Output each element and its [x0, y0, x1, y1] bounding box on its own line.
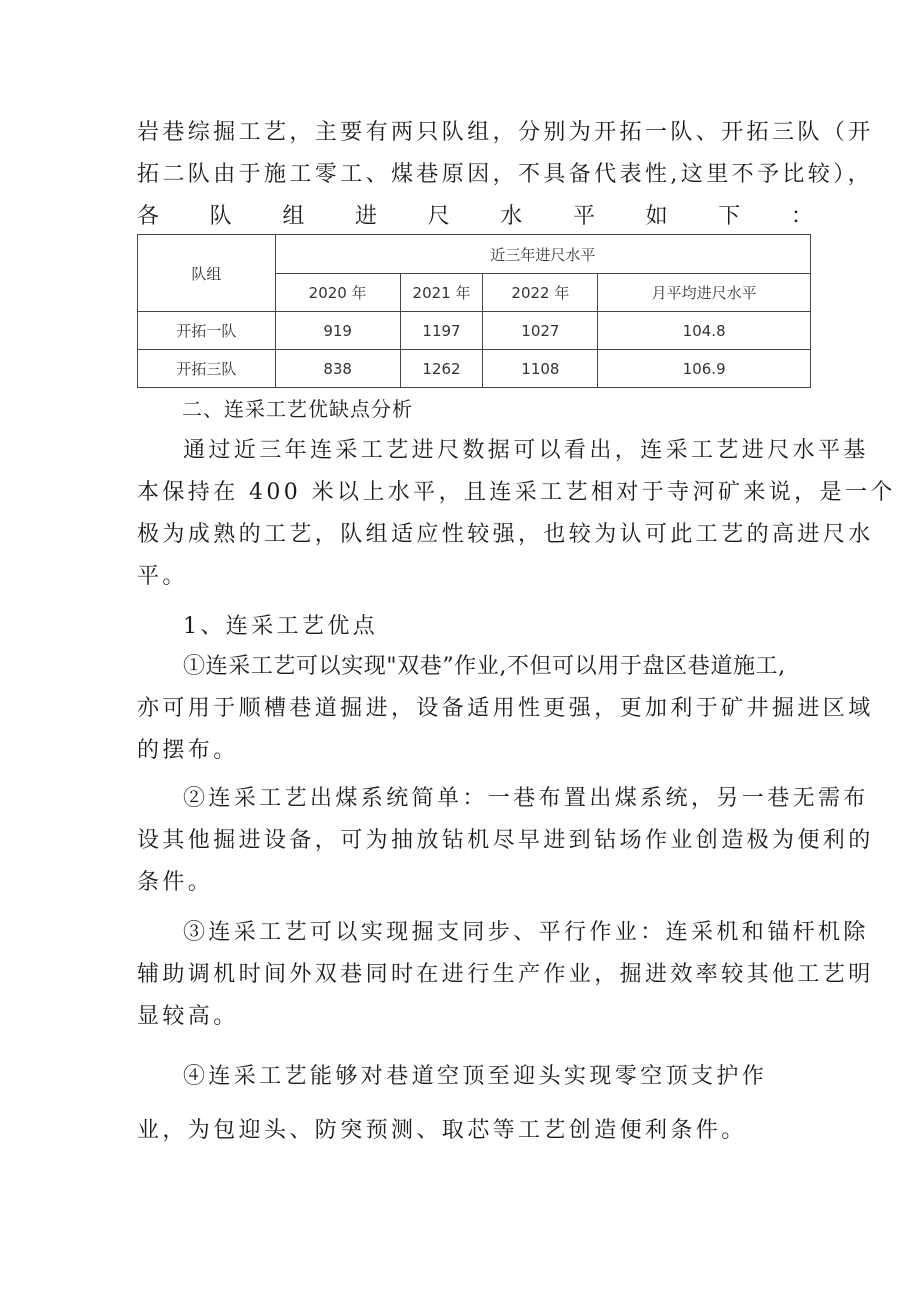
- intro-char: 组: [282, 204, 305, 229]
- intro-line-1: 岩巷综掘工艺，主要有两只队组，分别为开拓一队、开拓三队（开: [137, 120, 874, 145]
- item-line: ④连采工艺能够对巷道空顶至迎头实现零空顶支护作: [183, 1064, 768, 1089]
- item-line: ①连采工艺可以实现"双巷”作业,不但可以用于盘区巷道施工,: [183, 654, 786, 679]
- intro-char: 平: [572, 204, 595, 229]
- intro-line-2: 拓二队由于施工零工、煤巷原因，不具备代表性,这里不予比较），: [137, 162, 873, 187]
- paragraph-line: 通过近三年连采工艺进尺数据可以看出，连采工艺进尺水平基: [183, 438, 869, 463]
- paragraph-line: 本保持在 400 米以上水平，且连采工艺相对于寺河矿来说，是一个: [137, 480, 896, 505]
- avg-cell: 104.8: [598, 312, 811, 350]
- column-header: 2020 年: [275, 274, 400, 312]
- value-cell: 1108: [483, 350, 598, 388]
- section-heading: 二、连采工艺优缺点分析: [182, 397, 413, 421]
- paragraph-line: 极为成熟的工艺，队组适应性较强，也较为认可此工艺的高进尺水: [137, 522, 874, 547]
- intro-char: 进: [354, 204, 377, 229]
- subheading: 1、连采工艺优点: [183, 614, 379, 639]
- value-cell: 838: [275, 350, 400, 388]
- item-line: 的摆布。: [137, 738, 239, 763]
- item-line: 显较高。: [137, 1004, 239, 1029]
- item-line: 条件。: [137, 870, 214, 895]
- value-cell: 919: [275, 312, 400, 350]
- group-header-cell: 近三年进尺水平: [275, 235, 810, 274]
- intro-line-3: [137, 202, 813, 232]
- column-header: 月平均进尺水平: [598, 274, 811, 312]
- team-header-cell: 队组: [138, 235, 276, 312]
- intro-char: 队: [209, 204, 232, 229]
- intro-char: 如: [645, 204, 668, 229]
- intro-char: ：: [790, 204, 813, 229]
- table-row: [138, 312, 811, 350]
- intro-char: 各: [137, 204, 160, 229]
- item-line: 辅助调机时间外双巷同时在进行生产作业，掘进效率较其他工艺明: [137, 962, 874, 987]
- column-header: 2021 年: [400, 274, 483, 312]
- paragraph-line: 平。: [137, 564, 188, 589]
- intro-char: 下: [718, 204, 741, 229]
- intro-char: 尺: [427, 204, 450, 229]
- value-cell: 1197: [400, 312, 483, 350]
- progress-table: [137, 234, 811, 388]
- team-cell: 开拓三队: [138, 350, 276, 388]
- item-line: 设其他掘进设备，可为抽放钻机尽早进到钻场作业创造极为便利的: [137, 828, 874, 853]
- item-line: ②连采工艺出煤系统简单：一巷布置出煤系统，另一巷无需布: [183, 786, 869, 811]
- item-line: 业，为包迎头、防突预测、取芯等工艺创造便利条件。: [137, 1118, 747, 1143]
- value-cell: 1027: [483, 312, 598, 350]
- item-line: 亦可用于顺槽巷道掘进，设备适用性更强，更加利于矿井掘进区域: [137, 696, 874, 721]
- column-header: 2022 年: [483, 274, 598, 312]
- intro-char: 水: [500, 204, 523, 229]
- table-row: [138, 350, 811, 388]
- avg-cell: 106.9: [598, 350, 811, 388]
- value-cell: 1262: [400, 350, 483, 388]
- item-line: ③连采工艺可以实现掘支同步、平行作业：连采机和锚杆机除: [183, 920, 869, 945]
- team-cell: 开拓一队: [138, 312, 276, 350]
